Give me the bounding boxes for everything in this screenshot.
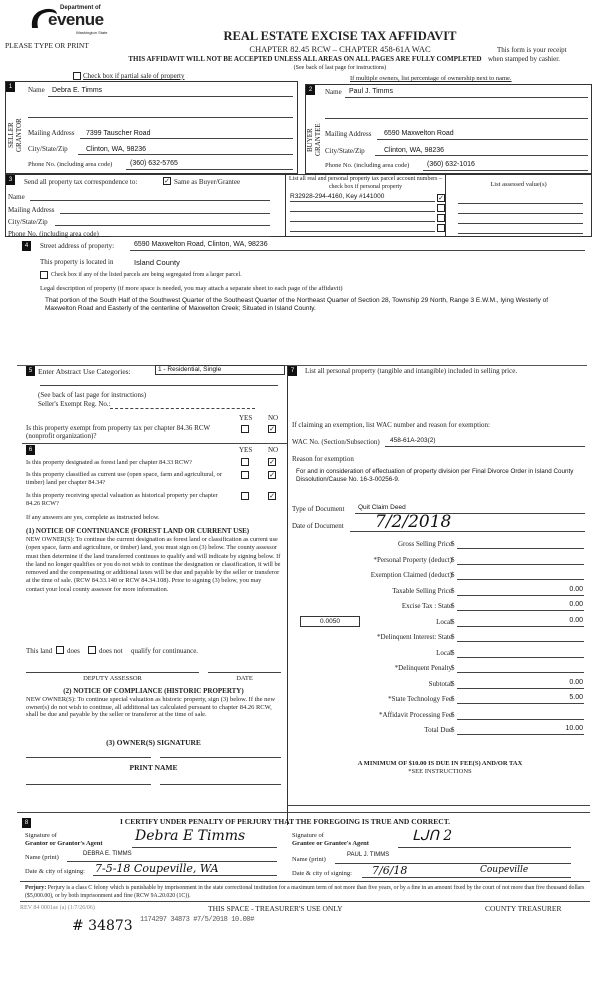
form-text: $ xyxy=(451,695,455,703)
mailing-address-label: Mailing Address xyxy=(325,130,372,138)
same-as-buyer-label: Same as Buyer/Grantee xyxy=(174,178,241,186)
grantor-date-city-field[interactable]: 7-5-18 Coupeville, WA xyxy=(95,862,219,875)
form-text: $ xyxy=(451,633,455,641)
date-city-label: Date & city of signing: xyxy=(292,870,352,877)
street-address-field[interactable]: 6590 Maxwelton Road, Clinton, WA, 98236 xyxy=(134,241,268,248)
county-treasurer-label: COUNTY TREASURER xyxy=(485,904,562,913)
form-line xyxy=(325,118,588,119)
buyer-grantee-label: BUYER GRANTEE xyxy=(306,123,322,157)
legal-description-label: Legal description of property (if more space is needed, you may attach a separate sheet to each page of the affidavit) xyxy=(40,285,343,292)
fee-row xyxy=(300,678,587,694)
fee-value[interactable]: 10.00 xyxy=(565,725,583,732)
section-number: 6 xyxy=(26,445,35,455)
exempt-reg-label: Seller's Exempt Reg. No.: xyxy=(38,400,111,408)
form-line xyxy=(290,231,435,232)
if-yes-note: If any answers are yes, complete as instructed below. xyxy=(26,514,160,521)
form-element: Washington State xyxy=(76,30,108,35)
see-instructions-note: *SEE INSTRUCTIONS xyxy=(408,768,472,775)
historic-question: Is this property receiving special valuation as historical property per chapter 84.26 RCW? xyxy=(26,492,218,507)
this-land-label: This land xyxy=(26,647,53,655)
form-text: $ xyxy=(451,617,455,626)
grantee-city-field[interactable]: Coupeville xyxy=(480,865,529,875)
form-line xyxy=(345,97,588,98)
name-print-label: Name (print) xyxy=(292,856,326,863)
form-line xyxy=(30,200,270,201)
print-name-label: PRINT NAME xyxy=(129,763,178,772)
fee-row xyxy=(300,585,587,601)
form-line xyxy=(457,641,584,642)
section-number: 8 xyxy=(22,818,31,828)
form-text: Taxable Selling Price xyxy=(392,586,452,595)
segregated-parcel-label: Check box if any of the listed parcels are being segregated from a larger parcel. xyxy=(51,272,242,278)
form-line xyxy=(78,154,293,155)
fee-row xyxy=(300,724,587,740)
does-not-label: does not xyxy=(99,647,123,655)
form-line xyxy=(458,233,583,234)
section-number: 3 xyxy=(6,175,15,185)
grantee-agent-label: Grantee or Grantee's Agent xyxy=(292,840,369,847)
document-type-label: Type of Document xyxy=(292,505,345,513)
form-line xyxy=(17,365,587,366)
qualify-label: qualify for continuance. xyxy=(131,647,199,655)
see-back: (See back of last page for instructions) xyxy=(293,65,387,71)
form-line xyxy=(457,579,584,580)
form-line xyxy=(290,211,435,212)
receipt-note-2: when stamped by cashier. xyxy=(488,55,560,63)
forest-land-question: Is this property designated as forest land per chapter 84.33 RCW? xyxy=(26,459,192,466)
form-element xyxy=(300,538,587,740)
document-date-field[interactable]: 7/2/2018 xyxy=(375,512,452,532)
form-line xyxy=(290,221,435,222)
abstract-use-label: Enter Abstract Use Categories: xyxy=(38,367,131,376)
fee-row xyxy=(300,569,587,585)
grantor-signature[interactable]: Debra E Timms xyxy=(135,828,246,844)
form-line xyxy=(17,812,590,813)
notice-compliance-title: (2) NOTICE OF COMPLIANCE (HISTORIC PROPERTY) xyxy=(63,687,244,695)
seller-grantor-label: SELLER GRANTOR xyxy=(7,118,23,152)
form-text: $ xyxy=(451,710,455,719)
does-checkbox[interactable] xyxy=(56,646,64,654)
form-line xyxy=(132,847,277,848)
form-line xyxy=(28,117,293,118)
form-line xyxy=(110,236,270,237)
form-line xyxy=(20,901,590,902)
form-revision: REV 84 0001ae (a) (1/7/26/06) xyxy=(20,905,95,911)
fee-row xyxy=(300,616,587,632)
minimum-due-note: A MINIMUM OF $10.00 IS DUE IN FEE(S) AND/OR TAX xyxy=(357,760,523,767)
receipt-note-1: This form is your receipt xyxy=(497,46,567,54)
deputy-assessor-label: DEPUTY ASSESSOR xyxy=(83,675,142,682)
form-text: $ xyxy=(451,555,455,564)
form-line xyxy=(457,703,584,704)
section-number: 1 xyxy=(6,82,15,92)
wac-field[interactable]: 458-61A-203(2) xyxy=(390,437,436,444)
form-line xyxy=(26,757,151,758)
perjury-notice xyxy=(25,884,590,900)
form-line xyxy=(290,201,435,202)
nonprofit-no-checkbox[interactable]: ✓ xyxy=(269,425,275,433)
form-line xyxy=(160,757,281,758)
grantee-signature[interactable]: ᒪᒍᑎ 2 xyxy=(412,828,453,844)
forest-no-checkbox[interactable]: ✓ xyxy=(269,458,275,466)
name-label: Name xyxy=(8,193,25,201)
form-text: $ xyxy=(451,602,455,610)
mailing-address-label: Mailing Address xyxy=(8,206,55,214)
no-header: NO xyxy=(268,446,279,454)
treasurer-use-only: THIS SPACE - TREASURER'S USE ONLY xyxy=(208,904,343,913)
abstract-use-field[interactable]: 1 - Residential, Single xyxy=(155,365,285,375)
forest-yes-checkbox[interactable] xyxy=(241,458,249,466)
exemption-claim-label: If claiming an exemption, list WAC number and reason for exemption: xyxy=(292,421,490,429)
form-line xyxy=(126,169,293,170)
form-line xyxy=(20,881,590,882)
form-text: Perjury: xyxy=(25,885,47,891)
form-line xyxy=(457,610,584,611)
buyer-address-field[interactable]: 6590 Maxwelton Road xyxy=(384,130,454,137)
fee-value[interactable]: 0.00 xyxy=(569,616,583,624)
form-line xyxy=(385,446,585,447)
seller-address-field[interactable]: 7399 Tauscher Road xyxy=(86,130,151,137)
document-type-field[interactable]: Quit Claim Deed xyxy=(358,504,406,511)
form-text: *State Technology Fee xyxy=(388,695,452,703)
please-type: PLEASE TYPE OR PRINT xyxy=(5,41,89,50)
grantor-agent-label: Grantor or Grantor's Agent xyxy=(25,840,103,847)
form-text: *Affidavit Processing Fee xyxy=(379,710,452,719)
form-text: *Delinquent Penalty xyxy=(394,664,452,672)
phone-label: Phone No. (including area code) xyxy=(8,230,99,238)
same-as-buyer-checkbox[interactable]: ✓ xyxy=(164,177,170,185)
fee-row xyxy=(300,554,587,570)
form-element xyxy=(445,174,446,237)
notice-continuance-text: NEW OWNER(S): To continue the current designation as forest land or classification as current use (open space, farm and agriculture, or timber) land, you must sign on (3) below. The county assessor must then determine if the land transferred continues to qualify and will indicate by signing below. If the land no longer qualifies or you do not wish to continue the designation or classification, it will be removed and the compensating or additional taxes will be due and payable by the seller or transferor at the time of sale. (RCW 84.33.140 or RCW 84.34.108). Prior to signing (3) below, you may contact your local county assessor for more information. xyxy=(26,536,281,593)
current-use-question: Is this property classified as current use (open space, farm and agricultural, or timber) land per chapter 84.34? xyxy=(26,471,222,486)
seller-city-field[interactable]: Clinton, WA, 98236 xyxy=(86,146,147,153)
personal-property-checkbox[interactable] xyxy=(437,224,445,232)
personal-property-label: List all personal property (tangible and intangible) included in selling price. xyxy=(305,367,518,375)
form-warning: THIS AFFIDAVIT WILL NOT BE ACCEPTED UNLESS ALL AREAS ON ALL PAGES ARE FULLY COMPLETED xyxy=(128,55,482,63)
multiple-owners-note: If multiple owners, list percentage of ownership next to name. xyxy=(350,75,512,82)
seller-phone-field[interactable]: (360) 632-5765 xyxy=(130,160,178,167)
notice-continuance-title: (1) NOTICE OF CONTINUANCE (FOREST LAND OR CURRENT USE) xyxy=(26,527,250,535)
fee-row xyxy=(300,600,587,616)
send-correspondence-label: Send all property tax correspondence to: xyxy=(24,178,138,186)
legal-description-field[interactable]: That portion of the South Half of the Southwest Quarter of the Southeast Quarter of the Northeast Quarter of Section 28, Township 29 North, Range 3 E.W.M., lying Westerly of Maxwelton Road and Easterly of the centerline of Maxwelton Creek; Situated in Island County. xyxy=(45,297,549,312)
reason-label: Reason for exemption xyxy=(292,455,354,463)
name-label: Name xyxy=(325,88,342,96)
form-line xyxy=(457,719,584,720)
handwritten-receipt-number: # 34873 xyxy=(72,918,133,934)
form-line xyxy=(55,225,270,226)
fee-value[interactable]: 0.00 xyxy=(569,601,583,608)
form-text: Exemption Claimed (deduct) xyxy=(370,571,452,579)
does-label: does xyxy=(67,647,80,655)
form-line xyxy=(40,385,278,386)
signature-of-label: Signature of xyxy=(292,832,324,839)
form-text: Total Due xyxy=(424,726,452,734)
form-text: Excise Tax : State xyxy=(401,602,452,610)
mailing-address-label: Mailing Address xyxy=(28,129,75,137)
form-line xyxy=(457,564,584,565)
form-text: $ xyxy=(451,679,455,688)
form-text: *Delinquent Interest: State xyxy=(376,633,452,641)
street-address-label: Street address of property: xyxy=(40,242,115,250)
form-chapter: CHAPTER 82.45 RCW – CHAPTER 458-61A WAC xyxy=(249,44,431,54)
form-line xyxy=(377,139,588,140)
nonprofit-question: Is this property exempt from property tax per chapter 84.36 RCW (nonprofit organization)? xyxy=(26,424,210,440)
form-line xyxy=(457,626,584,627)
form-line xyxy=(48,96,293,97)
local-rate-field[interactable]: 0.0050 xyxy=(300,616,360,627)
name-print-label: Name (print) xyxy=(25,854,59,861)
form-line xyxy=(458,213,583,214)
does-not-checkbox[interactable] xyxy=(88,646,96,654)
phone-label: Phone No. (including area code) xyxy=(325,162,410,169)
form-line xyxy=(457,595,584,596)
notice-compliance-text: NEW OWNER(S): To continue special valuation as historic property, sign (3) below. If the new owner(s) do not wish to continue, all additional tax calculated pursuant to chapter 84.26 RCW, shall be due and payable by the seller or transferor at the time of sale. xyxy=(26,696,276,718)
historic-yes-checkbox[interactable] xyxy=(241,492,249,500)
buyer-phone-field[interactable]: (360) 632-1016 xyxy=(427,161,475,168)
form-line xyxy=(160,784,281,785)
form-text: $ xyxy=(451,540,455,548)
form-title: REAL ESTATE EXCISE TAX AFFIDAVIT xyxy=(223,29,457,43)
certify-statement: I CERTIFY UNDER PENALTY OF PERJURY THAT THE FOREGOING IS TRUE AND CORRECT. xyxy=(120,817,451,826)
parcel-number-field[interactable]: R32928-294-4160, Key #141000 xyxy=(290,193,385,200)
form-line xyxy=(457,672,584,673)
form-line xyxy=(335,863,571,864)
form-line xyxy=(457,657,584,658)
located-in-label: This property is located in xyxy=(40,258,114,266)
form-text: Local xyxy=(436,617,452,626)
form-line xyxy=(458,223,583,224)
see-back-note: (See back of last page for instructions) xyxy=(38,391,147,399)
county-field[interactable]: Island County xyxy=(134,258,180,267)
form-text: $ xyxy=(451,571,455,579)
segregated-parcel-checkbox[interactable] xyxy=(40,271,48,279)
treasurer-stamp: 1174297 34873 #7/5/2018 10.00# xyxy=(140,916,255,924)
section-number: 4 xyxy=(22,241,31,251)
form-line xyxy=(26,784,151,785)
fee-row xyxy=(300,709,587,725)
form-element: evenue xyxy=(48,10,104,29)
current-use-no-checkbox[interactable]: ✓ xyxy=(269,471,275,479)
document-date-label: Date of Document xyxy=(292,522,344,530)
assessed-value-heading: List assessed value(s) xyxy=(490,181,547,188)
form-line xyxy=(458,203,583,204)
partial-sale-label: Check box if partial sale of property xyxy=(83,72,185,80)
form-text: $ xyxy=(451,664,455,672)
partial-sale-checkbox[interactable] xyxy=(73,72,81,80)
city-label: City/State/Zip xyxy=(28,145,68,153)
personal-property-checkbox[interactable] xyxy=(437,214,445,222)
form-line xyxy=(26,672,199,673)
city-label: City/State/Zip xyxy=(325,147,365,155)
personal-property-checkbox[interactable] xyxy=(437,204,445,212)
name-label: Name xyxy=(28,86,45,94)
wac-label: WAC No. (Section/Subsection) xyxy=(292,438,380,446)
yes-header: YES xyxy=(239,446,253,454)
section-number: 7 xyxy=(288,366,297,376)
historic-no-checkbox[interactable]: ✓ xyxy=(269,492,275,500)
form-line xyxy=(457,734,584,735)
form-element xyxy=(287,365,288,825)
owner-signature-title: (3) OWNER(S) SIGNATURE xyxy=(106,738,201,747)
form-text: Gross Selling Price xyxy=(397,540,452,548)
grantee-date-field[interactable]: 7/6/18 xyxy=(372,864,408,877)
form-text: $ xyxy=(451,648,455,657)
form-line xyxy=(22,443,287,444)
form-line xyxy=(423,170,588,171)
parcel-list-heading: List all real and personal property tax parcel account numbers – check box if personal property xyxy=(289,176,442,190)
fee-row xyxy=(300,693,587,709)
form-line xyxy=(60,213,270,214)
form-text: $ xyxy=(451,726,455,734)
section-number: 2 xyxy=(306,85,315,95)
buyer-city-field[interactable]: Clinton, WA, 98236 xyxy=(384,147,445,154)
grantor-name-field[interactable]: DEBRA E. TIMMS xyxy=(83,851,132,857)
form-line xyxy=(208,672,281,673)
no-header: NO xyxy=(268,414,279,422)
form-text: Perjury is a class C felony which is punishable by imprisonment in the state correctional institution for a maximum term of not more than five years, or by a fine in an amount fixed by the court of not more than five thousand dollars ($5,000.00), or by both imprisonment and fine (RCW 9A.20.020 (1C)). xyxy=(25,885,585,899)
form-element xyxy=(285,174,286,237)
fee-row xyxy=(300,662,587,678)
form-text: Local xyxy=(436,648,452,657)
signature-of-label: Signature of xyxy=(25,832,57,839)
fee-value[interactable]: 0.00 xyxy=(569,678,583,686)
fee-value[interactable]: 5.00 xyxy=(569,694,583,701)
seller-name-field[interactable]: Debra E. Timms xyxy=(52,87,103,94)
buyer-name-field[interactable]: Paul J. Timms xyxy=(349,88,393,95)
form-line xyxy=(130,250,585,251)
form-line xyxy=(375,155,588,156)
current-use-yes-checkbox[interactable] xyxy=(241,471,249,479)
form-text: Subtotal xyxy=(428,679,452,688)
section-number: 5 xyxy=(26,366,35,376)
date-label: DATE xyxy=(236,675,253,682)
fee-value[interactable]: 0.00 xyxy=(569,585,583,593)
form-line xyxy=(93,875,277,876)
phone-label: Phone No. (including area code) xyxy=(28,161,113,168)
form-line xyxy=(457,548,584,549)
grantee-name-field[interactable]: PAUL J. TIMMS xyxy=(347,852,390,858)
city-label: City/State/Zip xyxy=(8,218,48,226)
form-text: $ xyxy=(451,586,455,595)
fee-row xyxy=(300,538,587,554)
personal-property-checkbox[interactable]: ✓ xyxy=(438,194,444,202)
form-line xyxy=(457,688,584,689)
form-element: Department of xyxy=(60,5,101,11)
date-city-label: Date & city of signing: xyxy=(25,868,85,875)
form-line xyxy=(398,847,571,848)
reason-field[interactable]: For and in consideration of effectuation of property division per Final Divorce Order in Island County Dissolution/Cause No. 16-3-00256-9. xyxy=(296,468,574,483)
dor-logo xyxy=(28,4,108,40)
form-line xyxy=(80,138,293,139)
form-line xyxy=(362,877,571,878)
fee-row xyxy=(300,631,587,647)
fee-row xyxy=(300,647,587,663)
form-line xyxy=(110,408,255,409)
yes-header: YES xyxy=(239,414,253,422)
form-text: *Personal Property (deduct) xyxy=(373,555,452,564)
nonprofit-yes-checkbox[interactable] xyxy=(241,425,249,433)
form-line xyxy=(287,805,590,806)
